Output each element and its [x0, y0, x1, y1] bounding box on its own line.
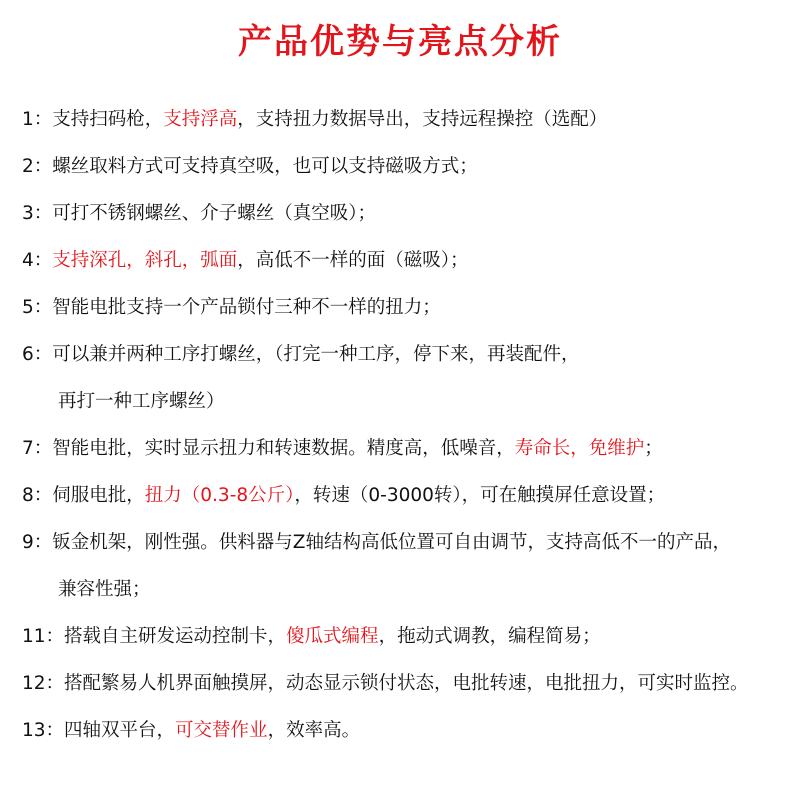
body-text: 12：搭配繁易人机界面触摸屏，动态显示锁付状态，电批转速，电批扭力，可实时监控。 — [22, 673, 749, 694]
body-text: ； — [644, 438, 663, 459]
body-text: 11：搭载自主研发运动控制卡， — [22, 626, 287, 647]
body-text: 9：钣金机架，刚性强。供料器与Z轴结构高低位置可自由调节，支持高低不一的产品， — [22, 532, 731, 553]
body-text: ，拖动式调教，编程简易； — [378, 626, 601, 647]
list-item — [22, 143, 792, 190]
body-text: ，高低不一样的面（磁吸）； — [237, 250, 469, 271]
highlight-text: 可交替作业 — [175, 720, 268, 741]
body-text: 再打一种工序螺丝） — [58, 391, 225, 412]
body-text: 1：支持扫码枪， — [22, 109, 164, 130]
list-item — [22, 237, 792, 284]
list-item — [22, 707, 792, 754]
list-item — [22, 613, 792, 660]
list-item — [22, 96, 792, 143]
body-text: 兼容性强； — [58, 579, 151, 600]
body-text: ，效率高。 — [267, 720, 361, 741]
body-text: 5：智能电批支持一个产品锁付三种不一样的扭力； — [22, 297, 441, 318]
list-item — [22, 425, 792, 472]
body-text: 6：可以兼并两种工序打螺丝，（打完一种工序，停下来，再装配件， — [22, 344, 580, 365]
body-text: ，支持扭力数据导出，支持远程操控（选配） — [237, 109, 608, 130]
body-text: 8：伺服电批， — [22, 485, 145, 506]
list-item — [22, 190, 792, 237]
page-title: 产品优势与亮点分析 — [238, 22, 562, 62]
list-item — [22, 284, 792, 331]
body-text: 13：四轴双平台， — [22, 720, 176, 741]
highlight-text: 支持浮高 — [163, 109, 238, 130]
body-text: 7：智能电批，实时显示扭力和转速数据。精度高，低噪音， — [22, 438, 515, 459]
list-item-continuation — [22, 378, 792, 425]
body-text: 4： — [22, 250, 53, 271]
feature-list — [22, 96, 792, 754]
body-text: 3：可打不锈钢螺丝、介子螺丝（真空吸）； — [22, 203, 377, 224]
list-item — [22, 331, 792, 378]
highlight-text: 支持深孔，斜孔，弧面 — [52, 250, 238, 271]
list-item — [22, 472, 792, 519]
list-item — [22, 660, 792, 707]
highlight-text: 扭力（0.3-8公斤） — [144, 485, 295, 506]
list-item — [22, 519, 792, 566]
highlight-text: 傻瓜式编程 — [286, 626, 379, 647]
list-item-continuation — [22, 566, 792, 613]
body-text: ，转速（0-3000转），可在触摸屏任意设置； — [294, 485, 666, 506]
highlight-text: 寿命长，免维护 — [514, 438, 645, 459]
body-text: 2：螺丝取料方式可支持真空吸，也可以支持磁吸方式； — [22, 156, 478, 177]
